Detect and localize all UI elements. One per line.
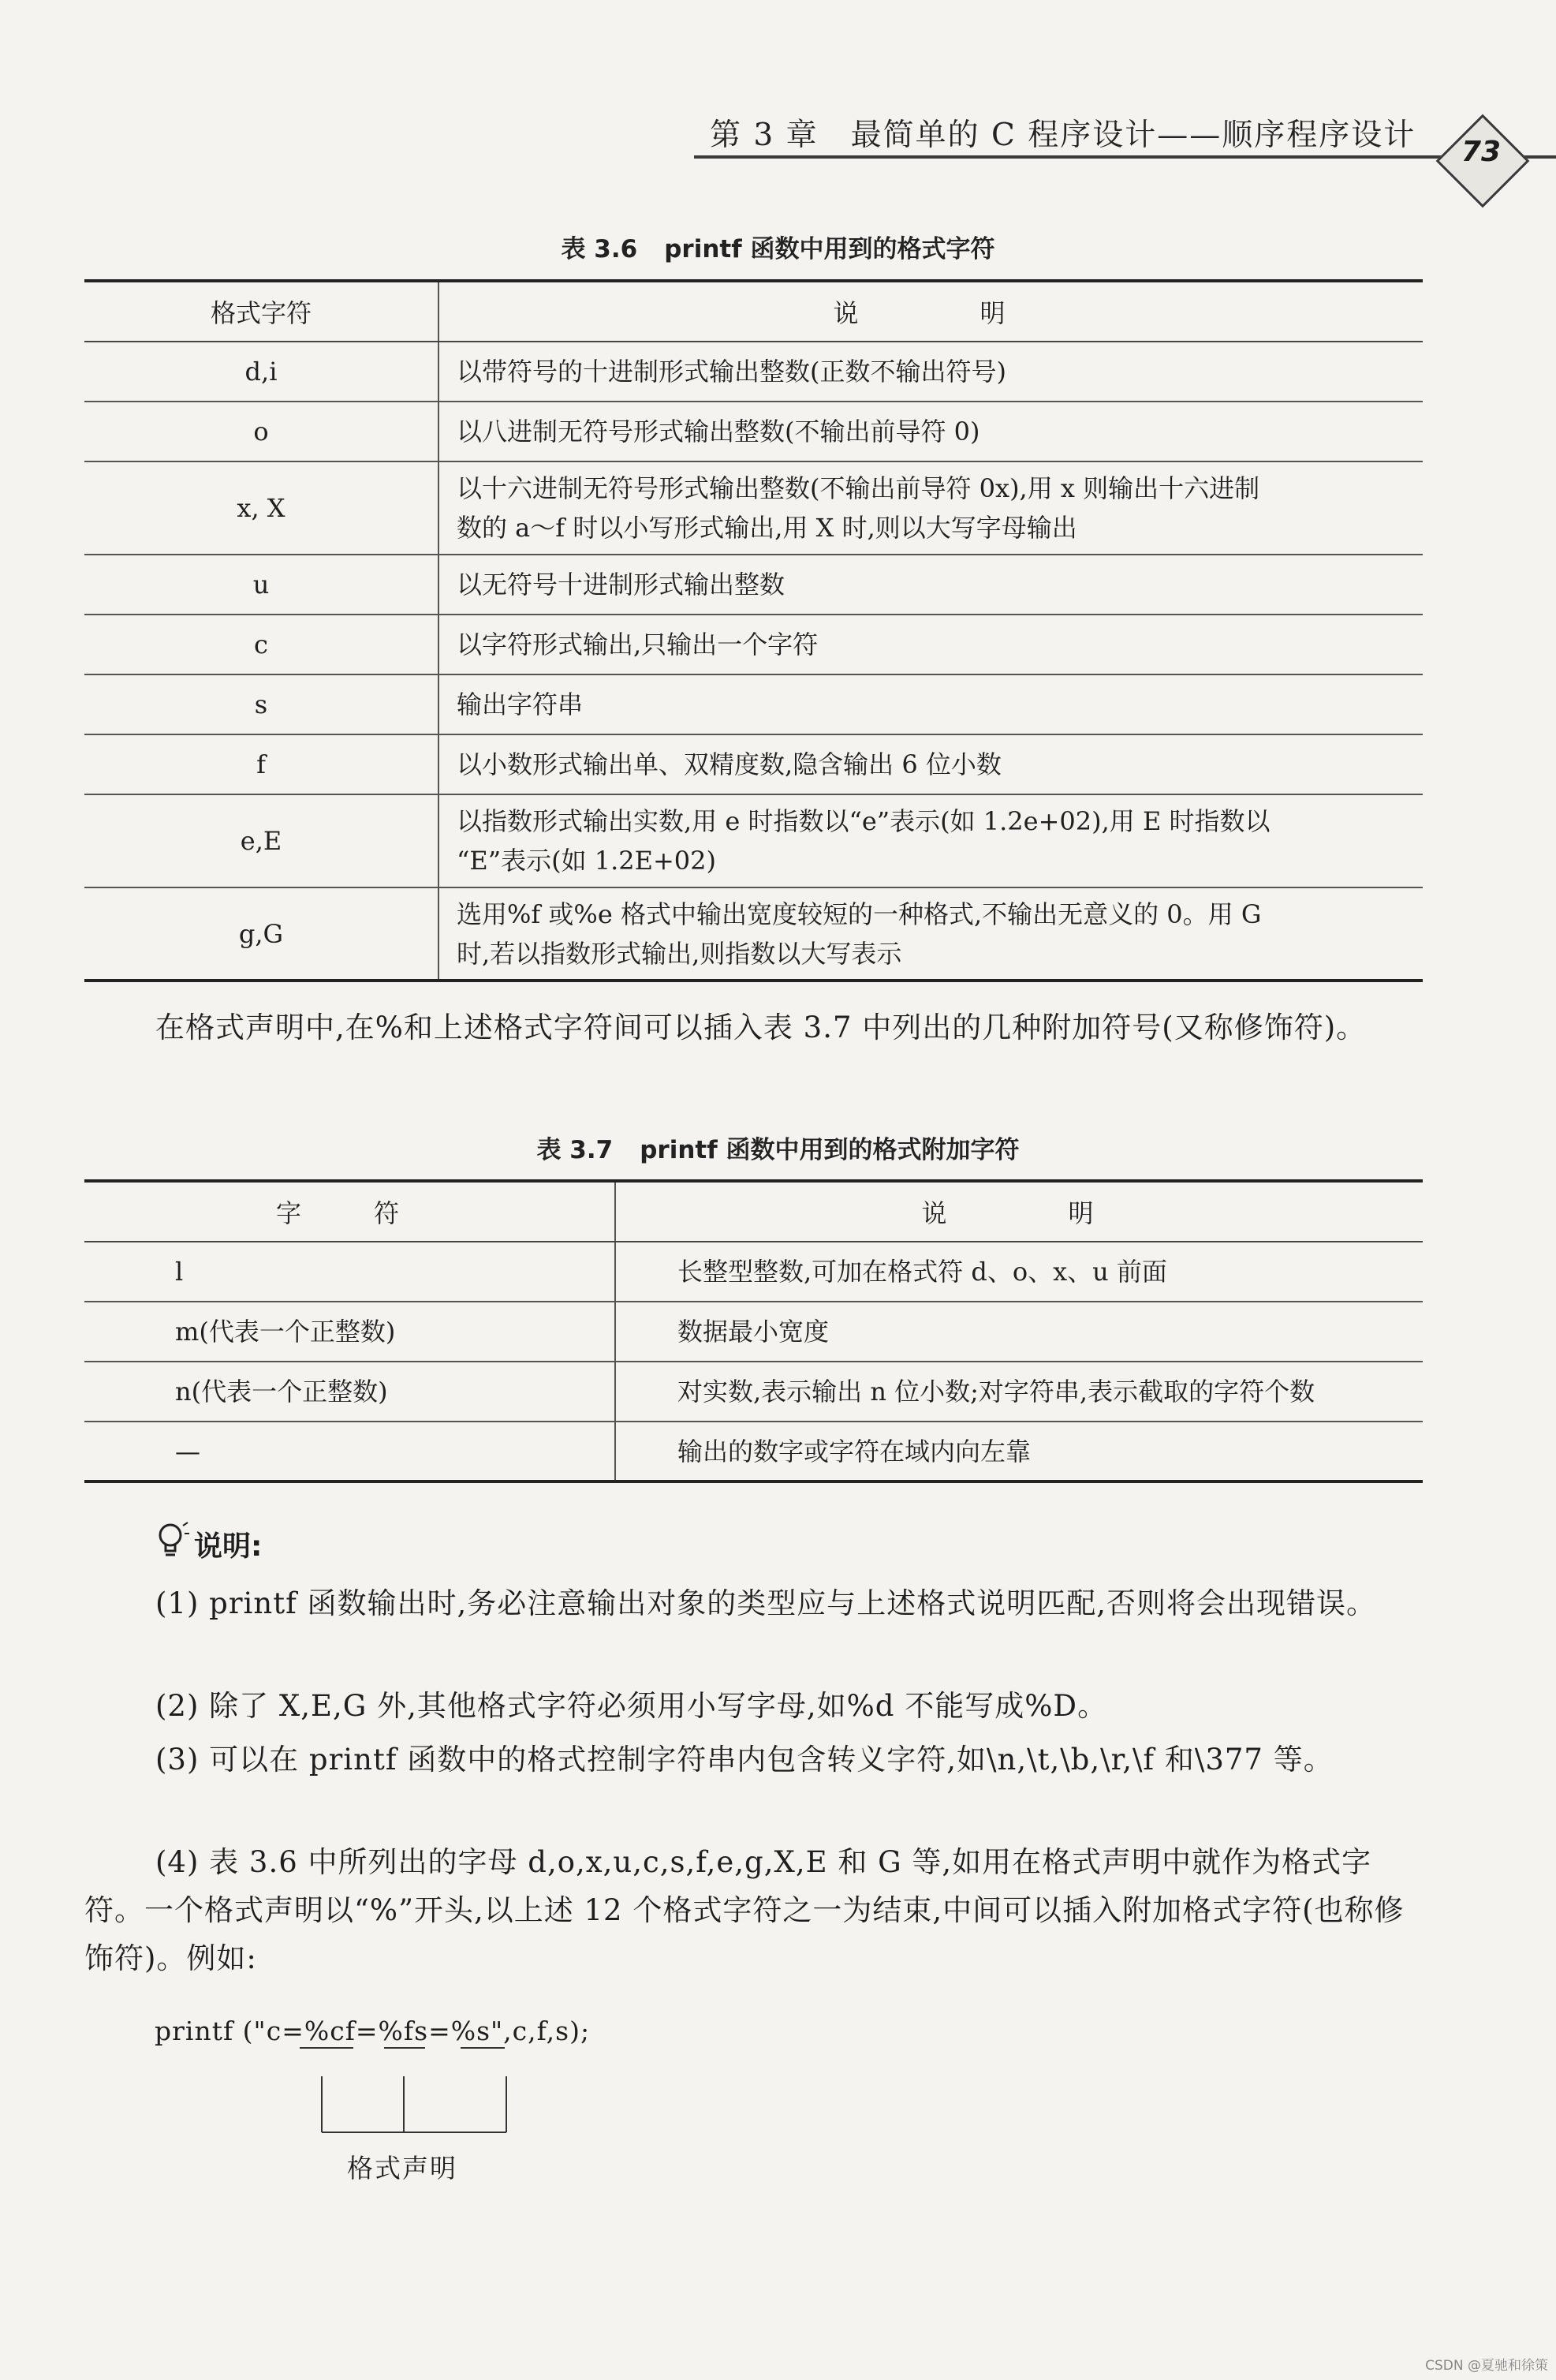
table-3-7-caption <box>0 1130 1556 1165</box>
description-line: “E”表示(如 1.2E+02) <box>457 846 717 876</box>
description-line: 时,若以指数形式输出,则指数以大写表示 <box>457 938 902 969</box>
description-line: 输出字符串 <box>457 689 584 719</box>
table-3-7-title: printf 函数中用到的格式附加字符 <box>640 1136 1020 1164</box>
description-cell <box>438 794 1423 887</box>
header-description-text: 说 明 <box>921 1198 1118 1228</box>
format-char-cell: g,G <box>84 887 438 981</box>
description-cell: 数据最小宽度 <box>615 1302 1423 1362</box>
description-cell <box>438 461 1423 555</box>
description-line: 以指数形式输出实数,用 e 时指数以“e”表示(如 1.2e+02),用 E 时指数以 <box>457 806 1271 836</box>
table-row <box>84 555 1423 615</box>
table-3-6-title: printf 函数中用到的格式字符 <box>664 235 995 263</box>
modifier-char-cell: — <box>84 1422 615 1481</box>
intro-paragraph: 在格式声明中,在%和上述格式字符间可以插入表 3.7 中列出的几种附加符号(又称修饰符)。 <box>155 1011 1367 1044</box>
description-cell <box>438 674 1423 734</box>
format-char-cell: x, X <box>84 461 438 555</box>
table-header-row <box>84 281 1423 342</box>
format-char-cell: c <box>84 615 438 674</box>
header-description <box>615 1181 1423 1242</box>
description-line: 以带符号的十进制形式输出整数(正数不输出符号) <box>457 357 1006 387</box>
description-line: 以字符形式输出,只输出一个字符 <box>457 630 819 659</box>
table-row <box>84 674 1423 734</box>
table-row <box>84 1422 1423 1481</box>
printf-example: printf ("c=%cf=%fs=%s",c,f,s); <box>155 2016 591 2046</box>
format-char-cell: e,E <box>84 794 438 887</box>
table-row <box>84 1242 1423 1302</box>
header-description <box>438 281 1423 342</box>
table-row <box>84 1302 1423 1362</box>
table-row <box>84 1362 1423 1422</box>
modifier-char-cell: l <box>84 1242 615 1302</box>
running-header: 第 3 章 最简单的 C 程序设计——顺序程序设计 <box>710 118 1416 153</box>
description-line: 以无符号十进制形式输出整数 <box>457 570 785 600</box>
modifier-char-cell: n(代表一个正整数) <box>84 1362 615 1422</box>
description-cell: 长整型整数,可加在格式符 d、o、x、u 前面 <box>615 1242 1423 1302</box>
table-row <box>84 887 1423 981</box>
format-char-cell: o <box>84 402 438 461</box>
header-rule <box>694 155 1556 159</box>
note-item: (2) 除了 X,E,G 外,其他格式字符必须用小写字母,如%d 不能写成%D。 <box>155 1689 1108 1723</box>
page-number: 73 <box>1461 136 1502 168</box>
format-underline <box>461 2047 505 2049</box>
format-declaration-label: 格式声明 <box>347 2153 457 2184</box>
description-cell <box>438 402 1423 461</box>
header-char-text: 字 符 <box>275 1198 423 1228</box>
modifier-char-cell: m(代表一个正整数) <box>84 1302 615 1362</box>
format-char-table <box>84 279 1423 982</box>
lightbulb-icon <box>155 1521 189 1562</box>
description-cell: 对实数,表示输出 n 位小数;对字符串,表示截取的字符个数 <box>615 1362 1423 1422</box>
header-description-text: 说 明 <box>833 298 1029 328</box>
format-char-cell: f <box>84 734 438 794</box>
format-underline <box>384 2047 425 2049</box>
description-line: 以小数形式输出单、双精度数,隐含输出 6 位小数 <box>457 749 1002 779</box>
description-cell <box>438 734 1423 794</box>
watermark: CSDN @夏驰和徐策 <box>1425 2358 1548 2374</box>
table-row <box>84 615 1423 674</box>
note-item: (1) printf 函数输出时,务必注意输出对象的类型应与上述格式说明匹配,否则将会出现错误。 <box>155 1586 1377 1620</box>
header-format-char: 格式字符 <box>84 281 438 342</box>
table-row <box>84 402 1423 461</box>
format-char-cell: s <box>84 674 438 734</box>
table-3-6-caption <box>0 229 1556 264</box>
table-row <box>84 794 1423 887</box>
format-char-cell: d,i <box>84 342 438 402</box>
description-cell <box>438 887 1423 981</box>
table-row <box>84 342 1423 402</box>
table-3-6-number: 表 3.6 <box>561 235 638 263</box>
description-line: 以十六进制无符号形式输出整数(不输出前导符 0x),用 x 则输出十六进制 <box>457 473 1260 503</box>
description-line: 以八进制无符号形式输出整数(不输出前导符 0) <box>457 417 980 446</box>
description-cell <box>438 342 1423 402</box>
notes-title: 说明: <box>194 1530 263 1563</box>
description-line: 选用%f 或%e 格式中输出宽度较短的一种格式,不输出无意义的 0。用 G <box>457 899 1262 929</box>
note-item: (3) 可以在 printf 函数中的格式控制字符串内包含转义字符,如\n,\t,\b,\r,\f 和\377 等。 <box>155 1743 1334 1777</box>
description-cell <box>438 615 1423 674</box>
table-row <box>84 461 1423 555</box>
description-cell: 输出的数字或字符在域内向左靠 <box>615 1422 1423 1481</box>
table-3-7-number: 表 3.7 <box>536 1136 614 1164</box>
table-header-row <box>84 1181 1423 1242</box>
description-cell <box>438 555 1423 615</box>
table-row <box>84 734 1423 794</box>
description-line: 数的 a～f 时以小写形式输出,用 X 时,则以大写字母输出 <box>457 513 1077 543</box>
format-underline <box>300 2047 353 2049</box>
note-item: (4) 表 3.6 中所列出的字母 d,o,x,u,c,s,f,e,g,X,E 和 G 等,如用在格式声明中就作为格式字符。一个格式声明以“%”开头,以上述 12 个格式字符之一为结束,中间可以插入附加格式字符(也称修饰符)。例如: <box>84 1845 1405 1975</box>
header-char <box>84 1181 615 1242</box>
format-modifier-table <box>84 1179 1423 1483</box>
format-char-cell: u <box>84 555 438 615</box>
